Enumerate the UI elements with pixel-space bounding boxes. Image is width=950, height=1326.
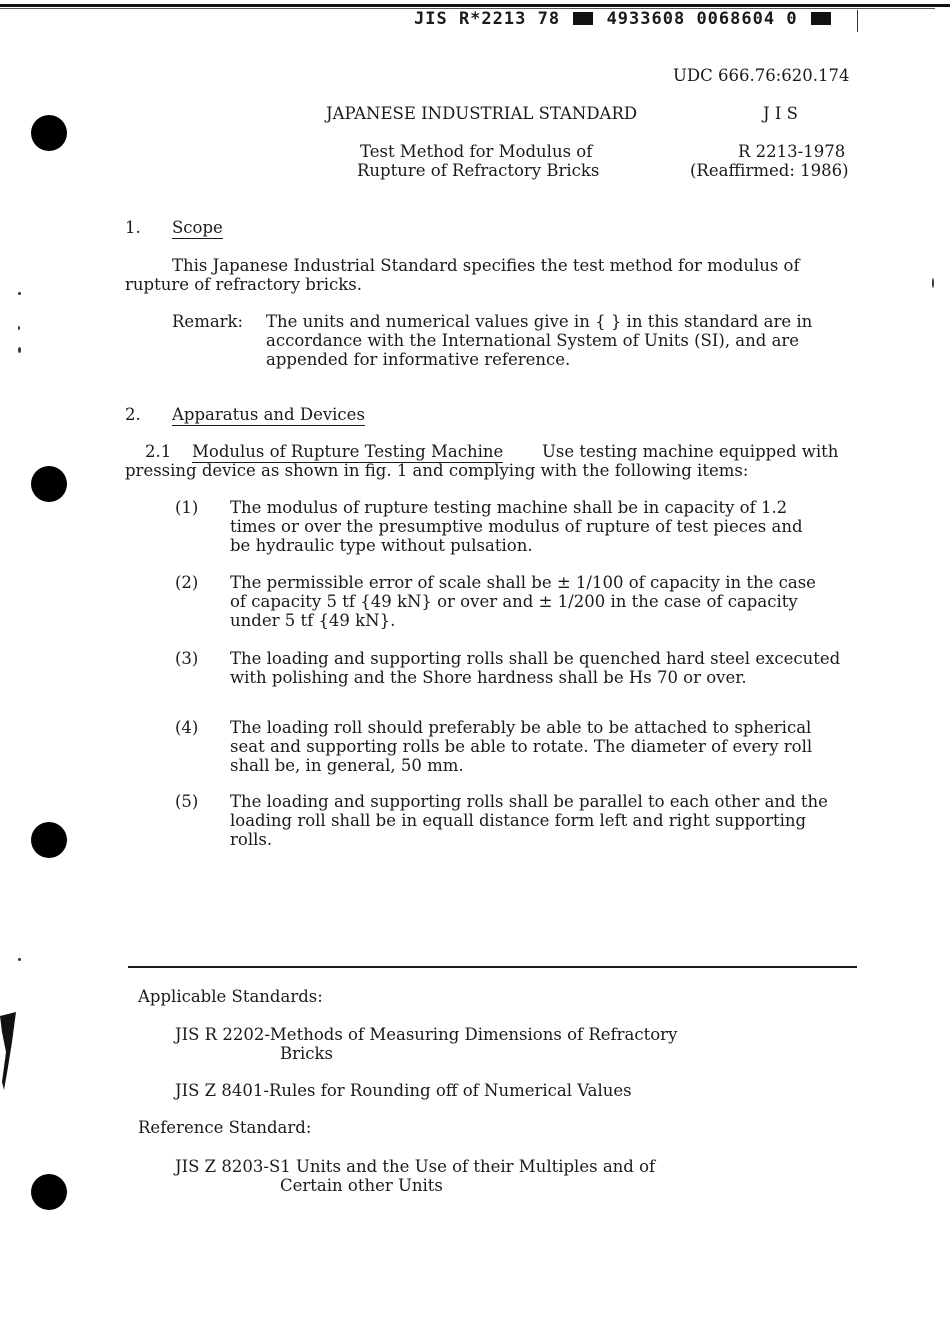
stamp-right: 4933608 0068604 0 (606, 9, 798, 29)
subsection-2-1-title: Modulus of Rupture Testing Machine (192, 442, 504, 461)
item-number: (4) (175, 718, 199, 737)
reference-standard-label: Reference Standard: (138, 1118, 312, 1137)
item-number: (1) (175, 498, 199, 517)
remark-line-2: accordance with the International System of Units (SI), and are (266, 331, 800, 350)
section-2-number: 2. (125, 405, 141, 424)
item-number: (2) (175, 573, 199, 592)
title-line-2: Rupture of Refractory Bricks (357, 161, 600, 180)
binder-hole-icon (31, 1174, 67, 1210)
subsection-2-1-text-2: pressing device as shown in fig. 1 and complying with the following items: (125, 461, 749, 480)
item-text: The loading roll should preferably be able to be attached to spherical seat and supporting rolls be able to rotate. The diameter of every roll shall be, in general, 50 mm. (230, 718, 813, 775)
reference-jis-r-2202-cont: Bricks (280, 1044, 333, 1063)
speck (18, 958, 21, 961)
item-number: (5) (175, 792, 199, 811)
reference-jis-z-8401: JIS Z 8401-Rules for Rounding off of Numerical Values (175, 1081, 632, 1100)
subsection-2-1-number: 2.1 (145, 442, 172, 461)
reference-jis-r-2202: JIS R 2202-Methods of Measuring Dimensions of Refractory (175, 1025, 678, 1044)
top-border-rule (0, 4, 950, 7)
remark-label: Remark: (172, 312, 244, 331)
scope-line-1: This Japanese Industrial Standard specifies the test method for modulus of (172, 256, 800, 275)
standard-number: R 2213-1978 (738, 142, 846, 161)
section-2-title: Apparatus and Devices (172, 405, 365, 424)
item-text: The loading and supporting rolls shall be quenched hard steel excecuted with polishing and the Shore hardness shall be Hs 70 or over. (230, 649, 841, 687)
binder-hole-icon (31, 115, 67, 151)
footnote-divider (128, 966, 857, 968)
remark-line-1: The units and numerical values give in { } in this standard are in (266, 312, 813, 331)
speck (18, 292, 21, 295)
section-1-title: Scope (172, 218, 223, 237)
binder-hole-icon (31, 466, 67, 502)
reference-jis-z-8203: JIS Z 8203-S1 Units and the Use of their Multiples and of (175, 1157, 656, 1176)
speck (18, 347, 21, 353)
stamp-left: JIS R*2213 78 (414, 9, 561, 29)
subsection-2-1-text-1: Use testing machine equipped with (542, 442, 839, 461)
title-line-1: Test Method for Modulus of (360, 142, 593, 161)
jis-label: J I S (763, 104, 798, 123)
margin-mark-icon (0, 1012, 16, 1090)
margin-tick (857, 10, 858, 32)
applicable-standards-label: Applicable Standards: (138, 987, 323, 1006)
reference-jis-z-8203-cont: Certain other Units (280, 1176, 443, 1195)
document-stamp (414, 10, 833, 29)
scope-line-2: rupture of refractory bricks. (125, 275, 362, 294)
speck (18, 326, 20, 330)
standard-org: JAPANESE INDUSTRIAL STANDARD (326, 104, 638, 123)
udc-number: UDC 666.76:620.174 (673, 66, 850, 85)
item-text: The permissible error of scale shall be ± 1/100 of capacity in the case of capacity 5 tf {49 kN} or over and ± 1/200 in the case of capacity under 5 tf {49 kN}. (230, 573, 816, 630)
item-number: (3) (175, 649, 199, 668)
reaffirmed-date: (Reaffirmed: 1986) (690, 161, 849, 180)
section-1-number: 1. (125, 218, 141, 237)
stamp-block-icon (811, 12, 831, 25)
item-text: The modulus of rupture testing machine shall be in capacity of 1.2 times or over the presumptive modulus of rupture of test pieces and be hydraulic type without pulsation. (230, 498, 803, 555)
speck (932, 278, 934, 288)
stamp-block-icon (573, 12, 593, 25)
remark-line-3: appended for informative reference. (266, 350, 571, 369)
item-text: The loading and supporting rolls shall be parallel to each other and the loading roll shall be in equall distance form left and right supporting rolls. (230, 792, 828, 849)
binder-hole-icon (31, 822, 67, 858)
